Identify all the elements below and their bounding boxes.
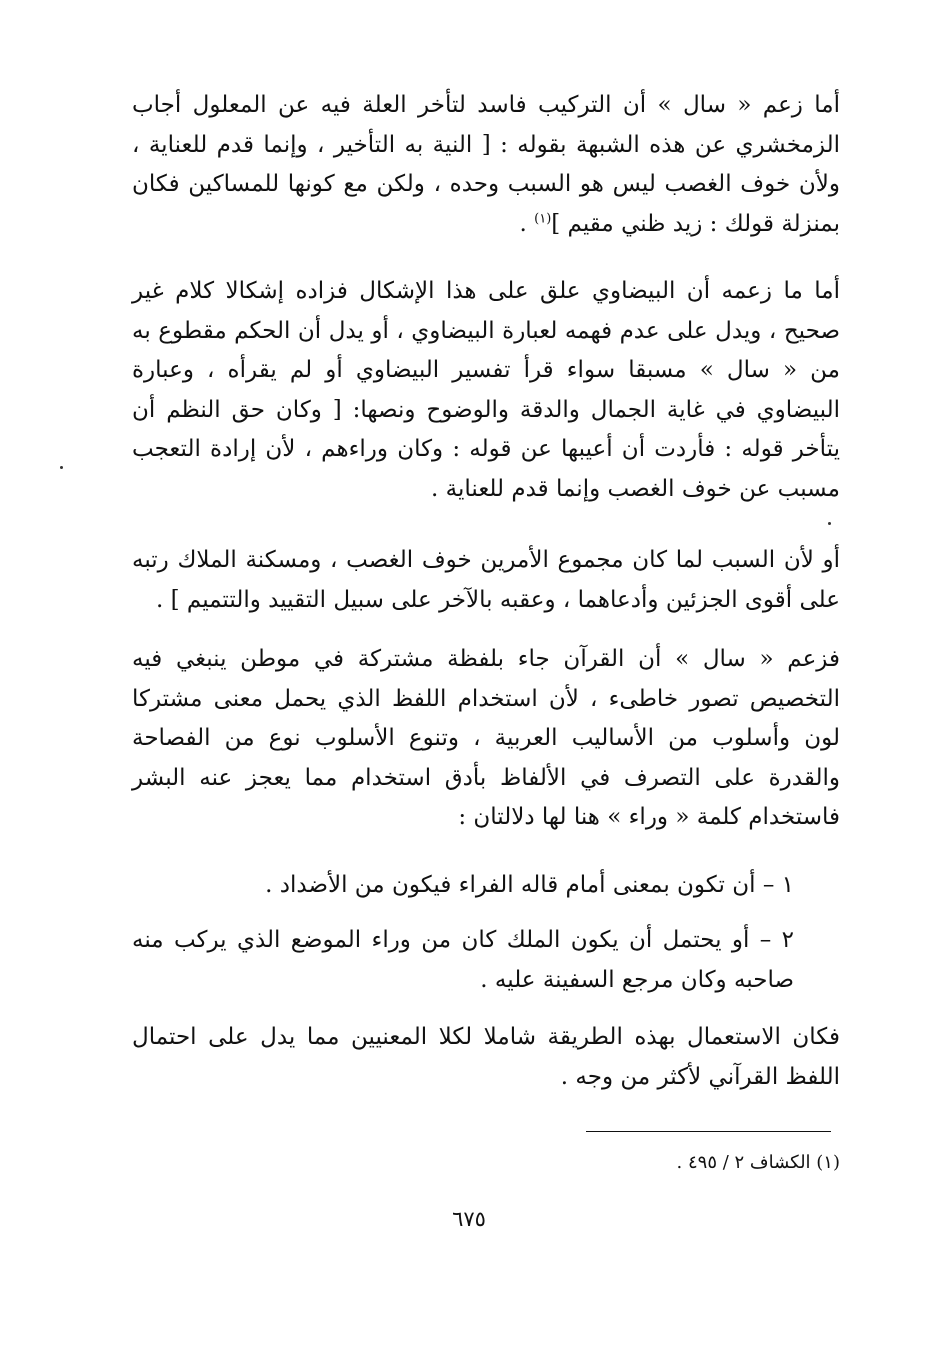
page-number: ٦٧٥	[452, 1207, 486, 1231]
scan-speck	[828, 522, 831, 525]
list-item-2: ٢ – أو يحتمل أن يكون الملك كان من وراء الموضع الذي يركب منه صاحبه وكان مرجع السفينة عليه .	[132, 927, 794, 993]
paragraph-zamakhshari-reply	[132, 86, 840, 244]
scan-speck	[60, 466, 63, 469]
paragraph-cause: أو لأن السبب لما كان مجموع الأمرين خوف الغصب ، ومسكنة الملاك رتبه على أقوى الجزئين وأدعاهما ، وعقبه بالآخر على سبيل التقييد والتتميم ] .	[132, 547, 840, 613]
footnote: (١) الكشاف ٢ / ٤٩٥ .	[676, 1152, 840, 1173]
footnote-reference: (١)	[534, 210, 552, 226]
paragraph-baydawi: أما ما زعمه أن البيضاوي علق على هذا الإشكال فزاده إشكالا كلام غير صحيح ، ويدل على عدم فهمه لعبارة البيضاوي ، أو يدل أن الحكم مقطوع به من « سال » مسبقا سواء قرأ تفسير البيضاوي أو لم يقرأه ، وعبارة البيضاوي في غاية الجمال والدقة والوضوح ونصها: [ وكان حق النظم أن يتأخر قوله : فأردت أن أعيبها عن قوله : وكان وراءهم ، لأن إرادة التعجب مسبب عن خوف الغصب وإنما قدم للعناية .	[132, 278, 840, 502]
footnote-divider	[586, 1131, 831, 1132]
list-item-1: ١ – أن تكون بمعنى أمام قاله الفراء فيكون من الأضداد .	[265, 872, 794, 898]
paragraph-shared-word: فزعم « سال » أن القرآن جاء بلفظة مشتركة في موطن ينبغي فيه التخصيص تصور خاطىء ، لأن استخدام اللفظ الذي يحمل معنى مشتركا لون وأسلوب من الأساليب العربية ، وتنوع الأسلوب نوع من الفصاحة والقدرة على التصرف في الألفاظ بأدق استخدام مما يعجز عنه البشر فاستخدام كلمة « وراء » هنا لها دلالتان :	[132, 646, 840, 830]
paragraph-end: .	[519, 210, 535, 237]
paragraph-text: أما زعم « سال » أن التركيب فاسد لتأخر العلة فيه عن المعلول أجاب الزمخشري عن هذه الشبهة بقوله : [ النية به التأخير ، وإنما قدم للعناية ، ولأن خوف الغصب ليس هو السبب وحده ، ولكن مع كونها للمساكين فكان بمنزلة قولك : زيد ظني مقيم ]	[132, 92, 840, 237]
paragraph-conclusion: فكان الاستعمال بهذه الطريقة شاملا لكلا المعنيين مما يدل على احتمال اللفظ القرآني لأكثر من وجه .	[132, 1024, 840, 1090]
